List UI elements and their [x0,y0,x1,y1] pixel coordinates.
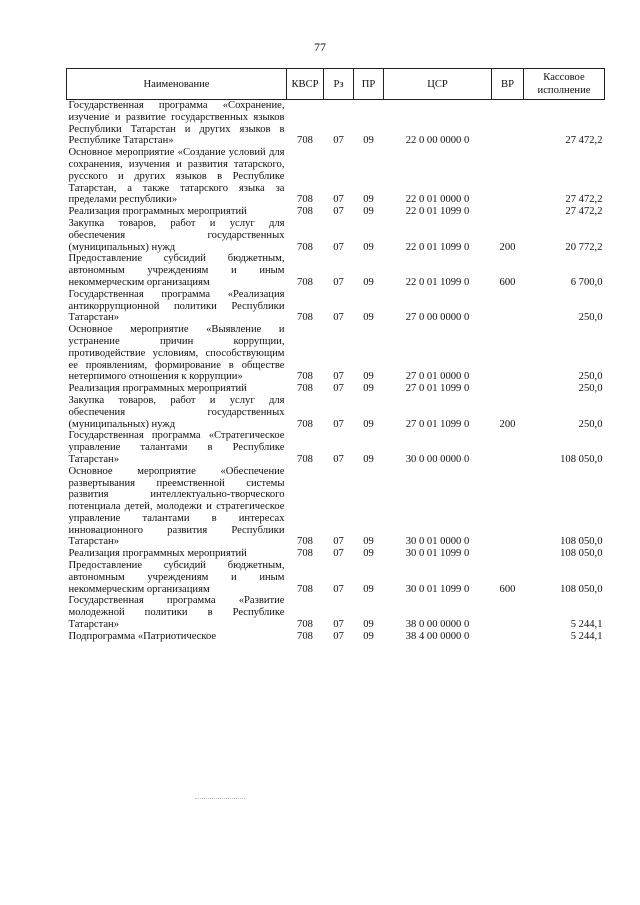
cell-vr: 600 [499,276,516,288]
table-body [67,100,605,643]
table-row [67,548,605,560]
cell-csr: 27 0 00 0000 0 [405,312,470,324]
budget-table [66,68,605,643]
cell-amount: 5 244,1 [570,630,603,642]
cell-rz: 07 [333,630,344,642]
cell-name: Предоставление субсидий бюджетным, автономным учреждениям и иным некоммерческим организациям [68,253,285,288]
header-vr: ВР [492,69,524,100]
cell-pr: 09 [363,383,374,395]
cell-amount: 6 700,0 [570,276,603,288]
cell-csr: 30 0 01 1099 0 [405,583,470,595]
cell-kvsr: 708 [297,194,313,206]
cell-pr: 09 [363,418,374,430]
cell-kvsr: 708 [297,383,313,395]
cell-name: Предоставление субсидий бюджетным, автономным учреждениям и иным некоммерческим организациям [68,560,285,595]
table-row [67,383,605,395]
cell-name: Реализация программных мероприятий [68,548,247,560]
cell-name: Государственная программа «Сохранение, изучение и развитие государственных языков Республики Татарстан и других языков в Республике Татарстан» [68,100,285,147]
cell-rz: 07 [333,418,344,430]
table-row [67,560,605,595]
cell-amount: 108 050,0 [560,548,603,560]
cell-vr: 600 [499,583,516,595]
cell-rz: 07 [333,135,344,147]
cell-pr: 09 [363,583,374,595]
header-amount: Кассовое исполнение [524,69,605,100]
cell-rz: 07 [333,371,344,383]
cell-amount: 5 244,1 [570,619,603,631]
cell-pr: 09 [363,536,374,548]
cell-kvsr: 708 [297,241,313,253]
cell-csr: 38 4 00 0000 0 [405,630,470,642]
cell-name: Государственная программа «Развитие молодежной политики в Республике Татарстан» [68,595,285,631]
cell-pr: 09 [363,371,374,383]
cell-kvsr: 708 [297,453,313,465]
cell-kvsr: 708 [297,276,313,288]
cell-pr: 09 [363,194,374,206]
cell-csr: 30 0 01 0000 0 [405,536,470,548]
cell-pr: 09 [363,312,374,324]
cell-rz: 07 [333,241,344,253]
cell-kvsr: 708 [297,583,313,595]
table-row [67,430,605,465]
table-row [67,595,605,630]
cell-name: Реализация программных мероприятий [68,206,247,218]
cell-name: Государственная программа «Стратегическое управление талантами в Республике Татарстан» [68,430,285,465]
cell-csr: 30 0 01 1099 0 [405,548,470,560]
cell-name: Подпрограмма «Патриотическое [68,630,217,642]
cell-vr [492,466,524,549]
cell-csr: 22 0 01 1099 0 [405,241,470,253]
cell-kvsr: 708 [297,418,313,430]
cell-kvsr: 708 [297,312,313,324]
cell-rz: 07 [333,194,344,206]
cell-kvsr: 708 [297,630,313,642]
cell-pr: 09 [363,630,374,642]
table-header-row [67,69,605,100]
cell-name: Государственная программа «Реализация антикоррупционной политики Республики Татарстан» [68,288,285,324]
cell-vr [492,430,524,465]
table-row [67,631,605,643]
cell-vr [492,100,524,148]
cell-vr [492,147,524,206]
cell-csr: 22 0 01 1099 0 [405,276,470,288]
cell-amount: 250,0 [578,371,603,383]
cell-kvsr: 708 [297,619,313,631]
cell-name: Основное мероприятие «Создание условий для сохранения, изучения и развития татарского, русского и других языков в Республике Татарстан, а также татарского языка за пределами республики» [68,147,285,206]
cell-csr: 22 0 01 0000 0 [405,194,470,206]
cell-rz: 07 [333,312,344,324]
cell-rz: 07 [333,276,344,288]
cell-amount: 108 050,0 [560,583,603,595]
cell-name: Закупка товаров, работ и услуг для обеспечения государственных (муниципальных) нужд [68,394,285,430]
cell-vr [492,595,524,630]
cell-amount: 250,0 [578,418,603,430]
table-row [67,218,605,253]
cell-rz: 07 [333,536,344,548]
cell-csr: 30 0 00 0000 0 [405,453,470,465]
cell-rz: 07 [333,453,344,465]
cell-vr: 200 [499,418,516,430]
cell-amount: 27 472,2 [565,194,603,206]
header-name: Наименование [67,69,287,100]
cell-pr: 09 [363,241,374,253]
table-row [67,100,605,148]
cell-pr: 09 [363,453,374,465]
cell-rz: 07 [333,206,344,218]
cell-csr: 27 0 01 1099 0 [405,418,470,430]
cell-kvsr: 708 [297,371,313,383]
cell-pr: 09 [363,206,374,218]
cell-rz: 07 [333,383,344,395]
table-row [67,395,605,430]
cell-name: Реализация программных мероприятий [68,383,247,395]
scan-artifact [195,798,245,801]
cell-pr: 09 [363,619,374,631]
cell-amount: 250,0 [578,383,603,395]
cell-vr [492,206,524,218]
cell-csr: 27 0 01 1099 0 [405,383,470,395]
cell-csr: 22 0 00 0000 0 [405,135,470,147]
page-number: 77 [314,40,326,54]
table-row [67,289,605,324]
cell-amount: 27 472,2 [565,206,603,218]
header-rz: Рз [324,69,354,100]
cell-vr [492,383,524,395]
cell-rz: 07 [333,619,344,631]
cell-amount: 108 050,0 [560,536,603,548]
cell-kvsr: 708 [297,206,313,218]
table-row [67,147,605,206]
header-kvsr: КВСР [287,69,324,100]
cell-rz: 07 [333,583,344,595]
cell-amount: 250,0 [578,312,603,324]
table-row [67,206,605,218]
cell-vr [492,324,524,383]
cell-name: Основное мероприятие «Выявление и устранение причин коррупции, противодействие условиям, способствующим ее проявлениям, формирование в обществе нетерпимого отношения к коррупции» [68,324,285,383]
header-pr: ПР [354,69,384,100]
cell-kvsr: 708 [297,548,313,560]
cell-name: Основное мероприятие «Обеспечение развертывания преемственной системы развития интеллектуально-творческого потенциала детей, молодежи и стратегическое управление талантами в интересах инновационного развития Республики Татарстан» [68,465,285,548]
cell-name: Закупка товаров, работ и услуг для обеспечения государственных (муниципальных) нужд [68,217,285,253]
cell-vr: 200 [499,241,516,253]
table-row [67,324,605,383]
cell-csr: 27 0 01 0000 0 [405,371,470,383]
table-row [67,253,605,288]
cell-rz: 07 [333,548,344,560]
cell-vr [492,289,524,324]
cell-pr: 09 [363,548,374,560]
cell-vr [492,631,524,643]
cell-pr: 09 [363,135,374,147]
header-csr: ЦСР [384,69,492,100]
cell-amount: 27 472,2 [565,135,603,147]
cell-pr: 09 [363,276,374,288]
cell-kvsr: 708 [297,536,313,548]
cell-amount: 20 772,2 [565,241,603,253]
cell-vr [492,548,524,560]
table-row [67,466,605,549]
cell-csr: 38 0 00 0000 0 [405,619,470,631]
cell-kvsr: 708 [297,135,313,147]
cell-csr: 22 0 01 1099 0 [405,206,470,218]
cell-amount: 108 050,0 [560,453,603,465]
